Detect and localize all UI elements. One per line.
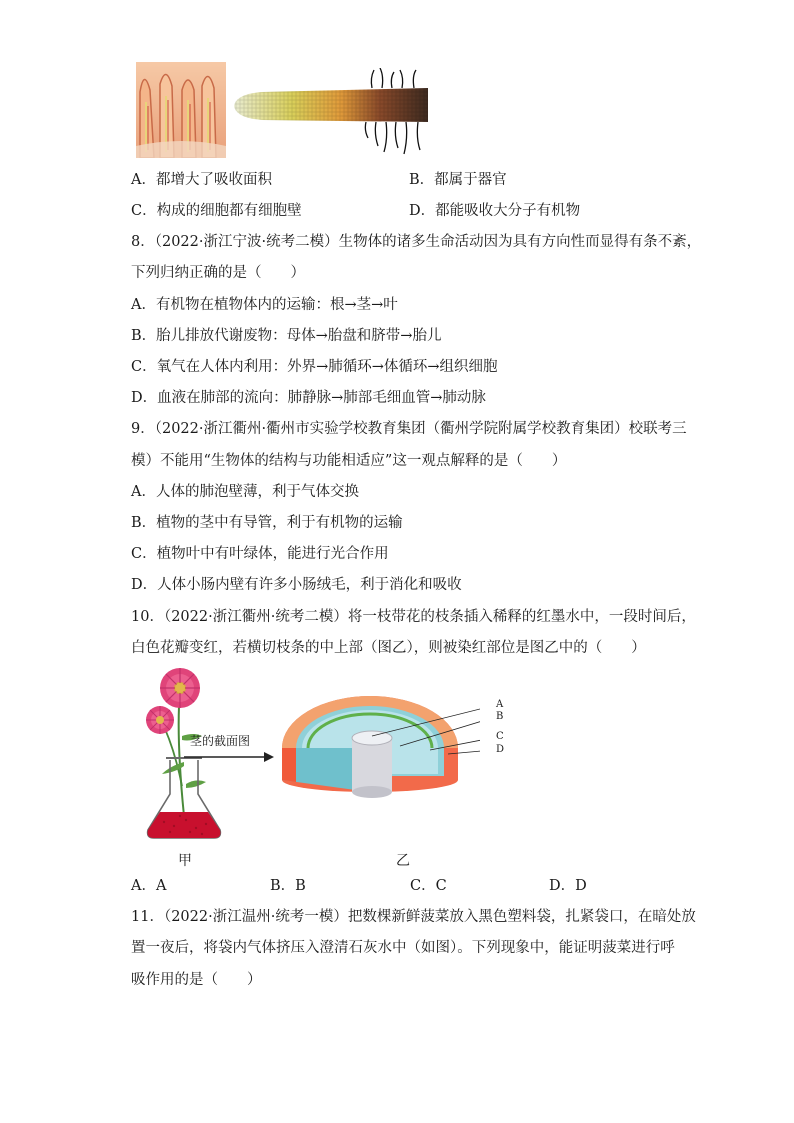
figure-label-yi: 乙 (396, 853, 410, 869)
q8-option-a[interactable]: A．有机物在植物体内的运输：根→茎→叶 (131, 297, 398, 313)
q10-stem-line2: 白色花瓣变红，若横切枝条的中上部（图乙），则被染红部位是图乙中的（ ） (131, 640, 646, 656)
stem-cross-section-illustration (280, 688, 480, 804)
label-c: C (496, 731, 504, 742)
q10-option-c[interactable]: C．C (410, 878, 447, 894)
q11-stem-line1: 11．（2022·浙江温州·统考一模）把数棵新鲜菠菜放入黑色塑料袋，扎紧袋口，在暗处放 (131, 909, 696, 925)
q7-option-c[interactable]: C．构成的细胞都有细胞壁 (131, 203, 302, 219)
q8-option-b[interactable]: B．胎儿排放代谢废物：母体→胎盘和脐带→胎儿 (131, 328, 442, 344)
q7-option-a[interactable]: A．都增大了吸收面积 (131, 172, 272, 188)
stem-section-arrow-label: 茎的截面图 (190, 734, 251, 748)
q10-stem-line1: 10．（2022·浙江衢州·统考二模）将一枝带花的枝条插入稀释的红墨水中，一段时间后， (131, 609, 696, 625)
q8-stem-line1: 8．（2022·浙江宁波·统考二模）生物体的诸多生命活动因为具有方向性而显得有条不紊， (131, 234, 702, 250)
root-tip-illustration (232, 68, 428, 160)
q8-option-d[interactable]: D．血液在肺部的流向：肺静脉→肺部毛细血管→肺动脉 (131, 390, 486, 406)
q10-option-a[interactable]: A．A (131, 878, 167, 894)
q9-option-d[interactable]: D．人体小肠内壁有许多小肠绒毛，利于消化和吸收 (131, 577, 462, 593)
q9-stem-line1: 9．（2022·浙江衢州·衢州市实验学校教育集团（衢州学院附属学校教育集团）校联考三 (131, 421, 687, 437)
q11-stem-line3: 吸作用的是（ ） (131, 972, 262, 988)
q9-option-b[interactable]: B．植物的茎中有导管，利于有机物的运输 (131, 515, 403, 531)
q10-option-b[interactable]: B．B (270, 878, 306, 894)
q7-option-b[interactable]: B．都属于器官 (409, 172, 507, 188)
q9-stem-line2: 模）不能用“生物体的结构与功能相适应”这一观点解释的是（ ） (131, 453, 567, 469)
q8-stem-line2: 下列归纳正确的是（ ） (131, 265, 305, 281)
label-b: B (496, 711, 504, 722)
villi-illustration (136, 62, 226, 158)
q8-option-c[interactable]: C．氧气在人体内利用：外界→肺循环→体循环→组织细胞 (131, 359, 498, 375)
q11-stem-line2: 置一夜后，将袋内气体挤压入澄清石灰水中（如图）。下列现象中，能证明菠菜进行呼 (131, 940, 675, 956)
label-d: D (496, 744, 505, 755)
q10-option-d[interactable]: D．D (549, 878, 587, 894)
right-arrow-icon (184, 748, 274, 760)
figure-label-jia: 甲 (178, 853, 192, 869)
q9-option-a[interactable]: A．人体的肺泡壁薄，利于气体交换 (131, 484, 359, 500)
label-a: A (496, 699, 504, 710)
q7-option-d[interactable]: D．都能吸收大分子有机物 (409, 203, 581, 219)
q9-option-c[interactable]: C．植物叶中有叶绿体，能进行光合作用 (131, 546, 389, 562)
